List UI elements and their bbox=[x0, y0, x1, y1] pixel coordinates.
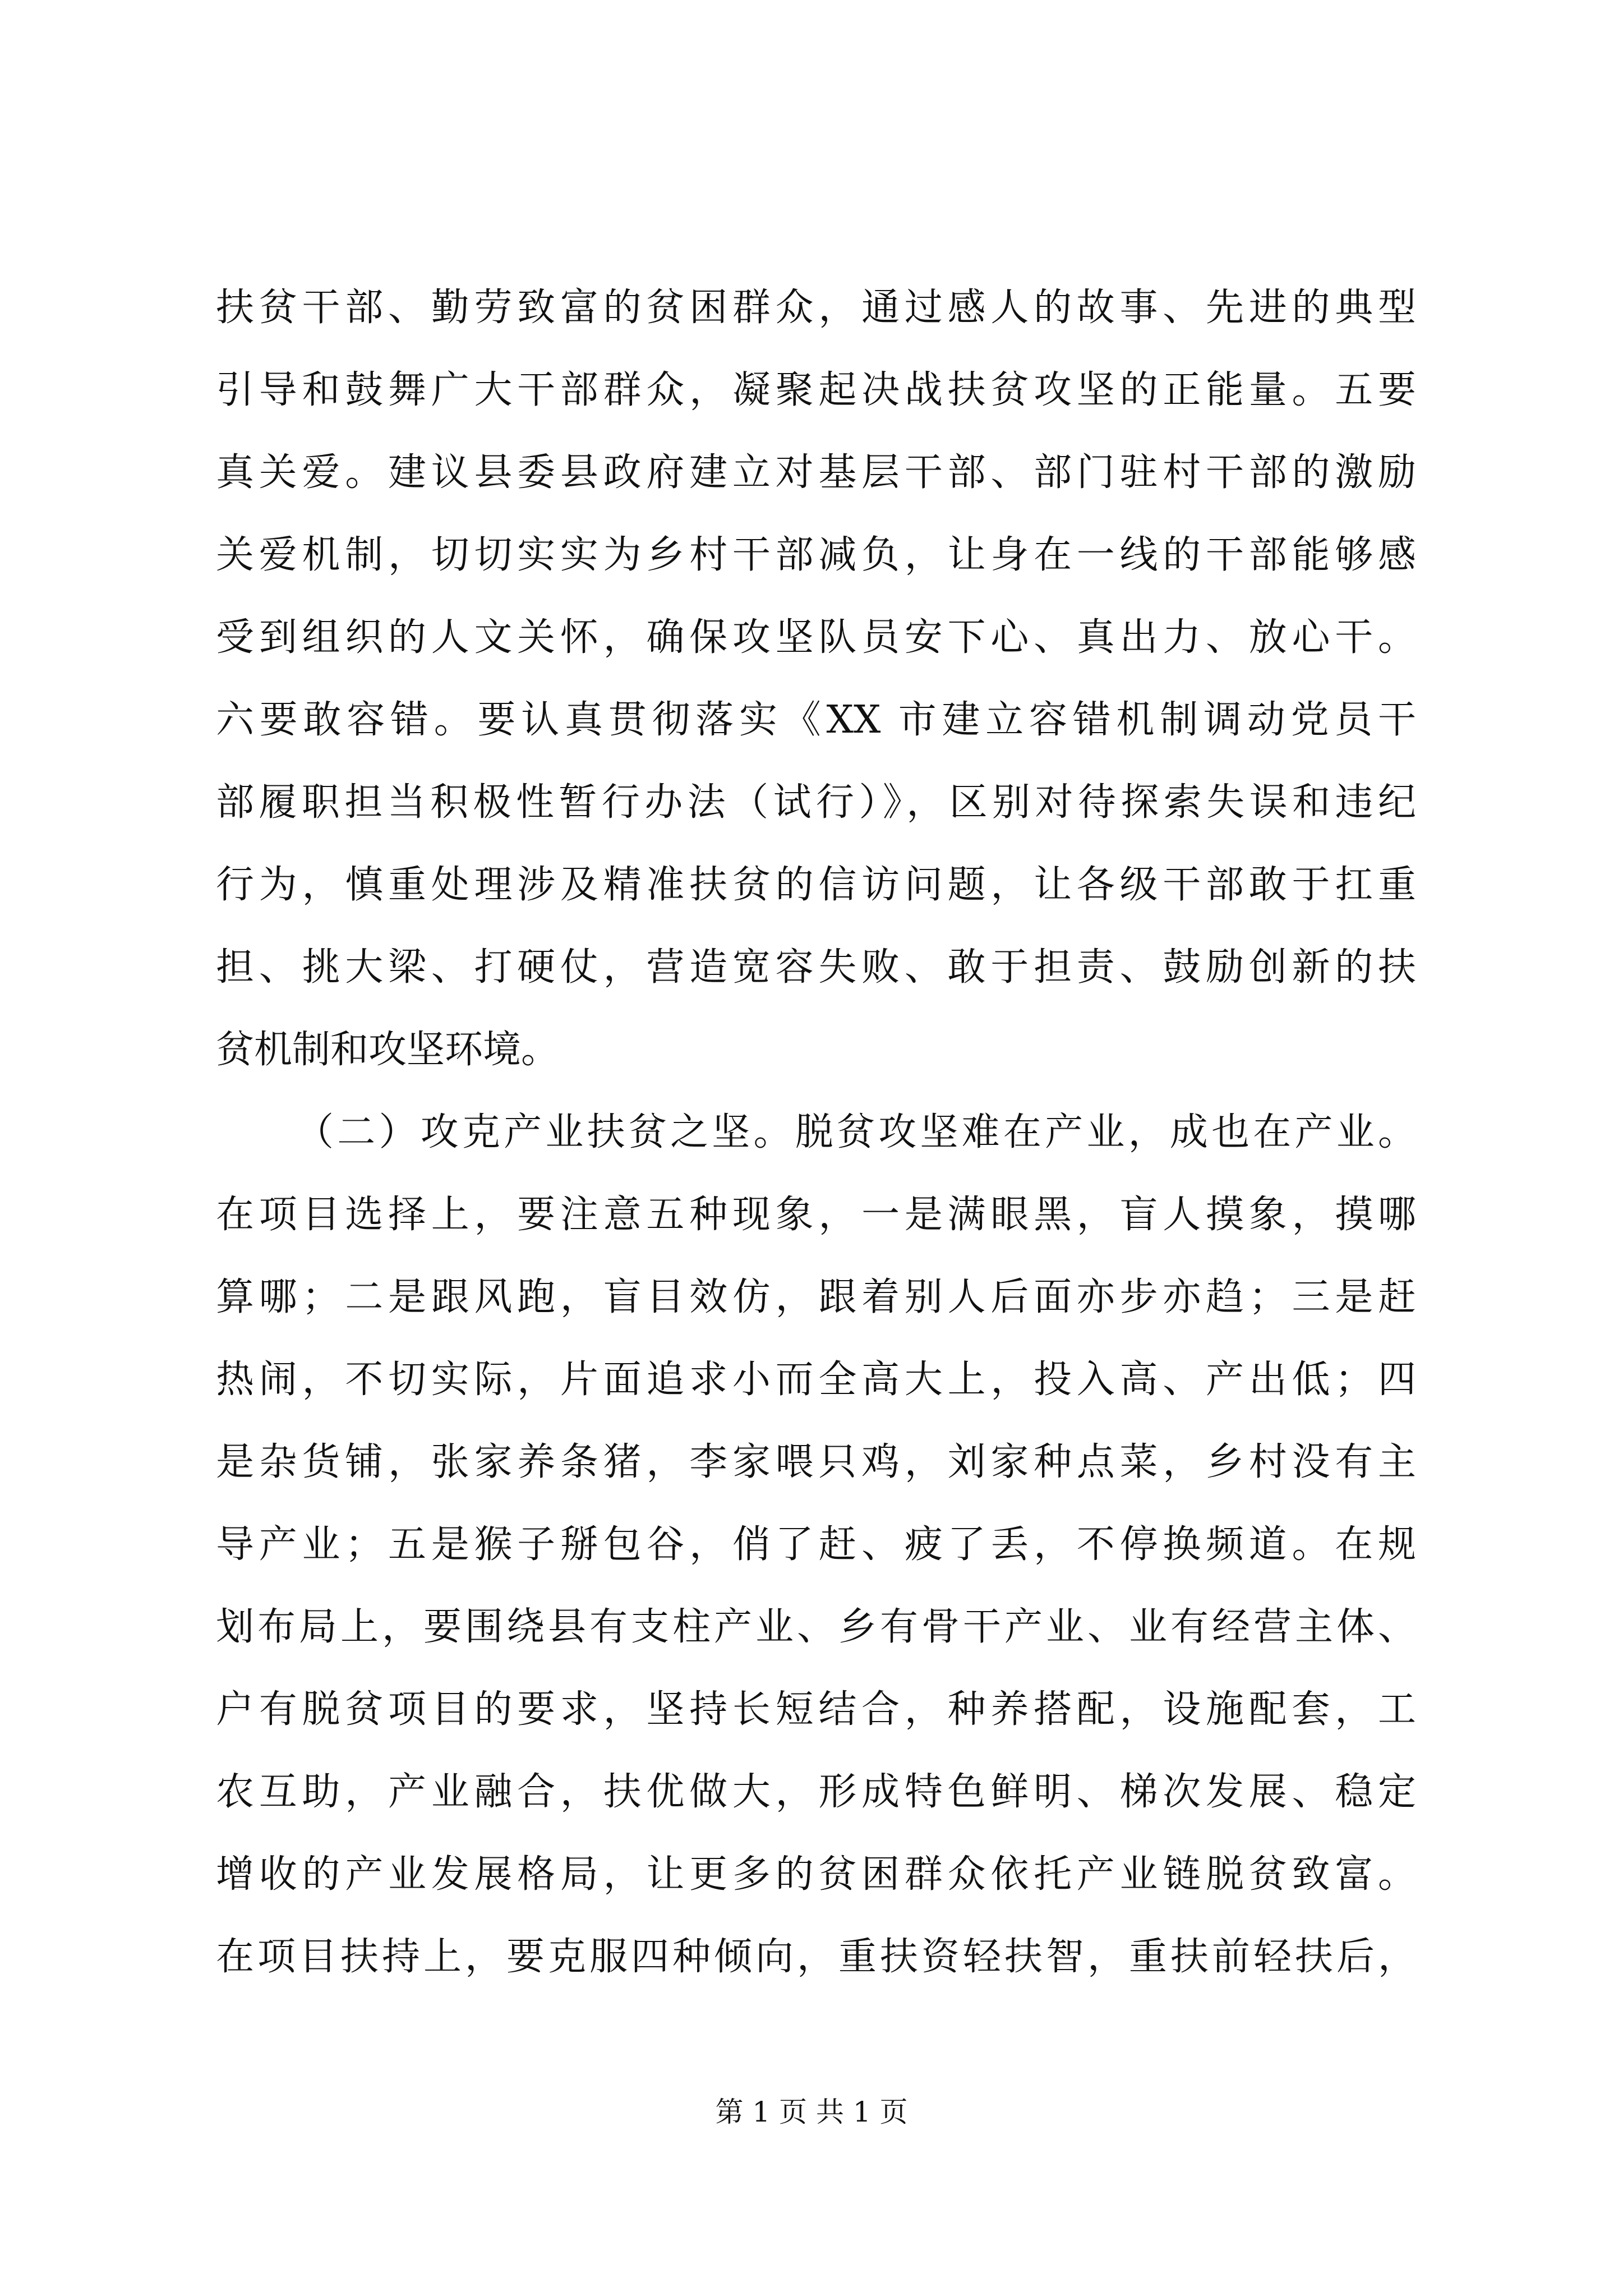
text-line: 农互助，产业融合，扶优做大，形成特色鲜明、梯次发展、稳定 bbox=[216, 1770, 1416, 1814]
text-line: 划布局上，要围绕县有支柱产业、乡有骨干产业、业有经营主体、 bbox=[216, 1605, 1416, 1649]
text-line: 受到组织的人文关怀，确保攻坚队员安下心、真出力、放心干。 bbox=[216, 615, 1416, 660]
text-line: 六要敢容错。要认真贯彻落实《XX 市建立容错机制调动党员干 bbox=[216, 698, 1416, 742]
text-line: 行为，慎重处理涉及精准扶贫的信访问题，让各级干部敢于扛重 bbox=[216, 863, 1416, 907]
text-line: 引导和鼓舞广大干部群众，凝聚起决战扶贫攻坚的正能量。五要 bbox=[216, 368, 1416, 412]
text-line: 真关爱。建议县委县政府建立对基层干部、部门驻村干部的激励 bbox=[216, 450, 1416, 495]
text-line: 增收的产业发展格局，让更多的贫困群众依托产业链脱贫致富。 bbox=[216, 1852, 1416, 1897]
page-number-label: 第 1 页 共 1 页 bbox=[715, 2096, 908, 2128]
text-line: 扶贫干部、勤劳致富的贫困群众，通过感人的故事、先进的典型 bbox=[216, 286, 1416, 330]
section-heading-line: （二）攻克产业扶贫之坚。脱贫攻坚难在产业，成也在产业。 bbox=[296, 1110, 1416, 1154]
page-footer bbox=[0, 2092, 1623, 2132]
text-line: 户有脱贫项目的要求，坚持长短结合，种养搭配，设施配套，工 bbox=[216, 1687, 1416, 1732]
text-line: 是杂货铺，张家养条猪，李家喂只鸡，刘家种点菜，乡村没有主 bbox=[216, 1440, 1416, 1484]
text-line: 导产业；五是猴子掰包谷，俏了赶、疲了丢，不停换频道。在规 bbox=[216, 1522, 1416, 1567]
text-line: 贫机制和攻坚环境。 bbox=[216, 1028, 560, 1072]
text-line: 部履职担当积极性暂行办法（试行）》，区别对待探索失误和违纪 bbox=[216, 780, 1416, 825]
document-body bbox=[216, 266, 1416, 1998]
text-line: 在项目扶持上，要克服四种倾向，重扶资轻扶智，重扶前轻扶后， bbox=[216, 1935, 1416, 1979]
text-line: 担、挑大梁、打硬仗，营造宽容失败、敢于担责、鼓励创新的扶 bbox=[216, 945, 1416, 990]
text-line: 算哪；二是跟风跑，盲目效仿，跟着别人后面亦步亦趋；三是赶 bbox=[216, 1275, 1416, 1319]
text-line: 关爱机制，切切实实为乡村干部减负，让身在一线的干部能够感 bbox=[216, 533, 1416, 577]
text-line: 在项目选择上，要注意五种现象，一是满眼黑，盲人摸象，摸哪 bbox=[216, 1193, 1416, 1237]
text-line: 热闹，不切实际，片面追求小而全高大上，投入高、产出低；四 bbox=[216, 1358, 1416, 1402]
